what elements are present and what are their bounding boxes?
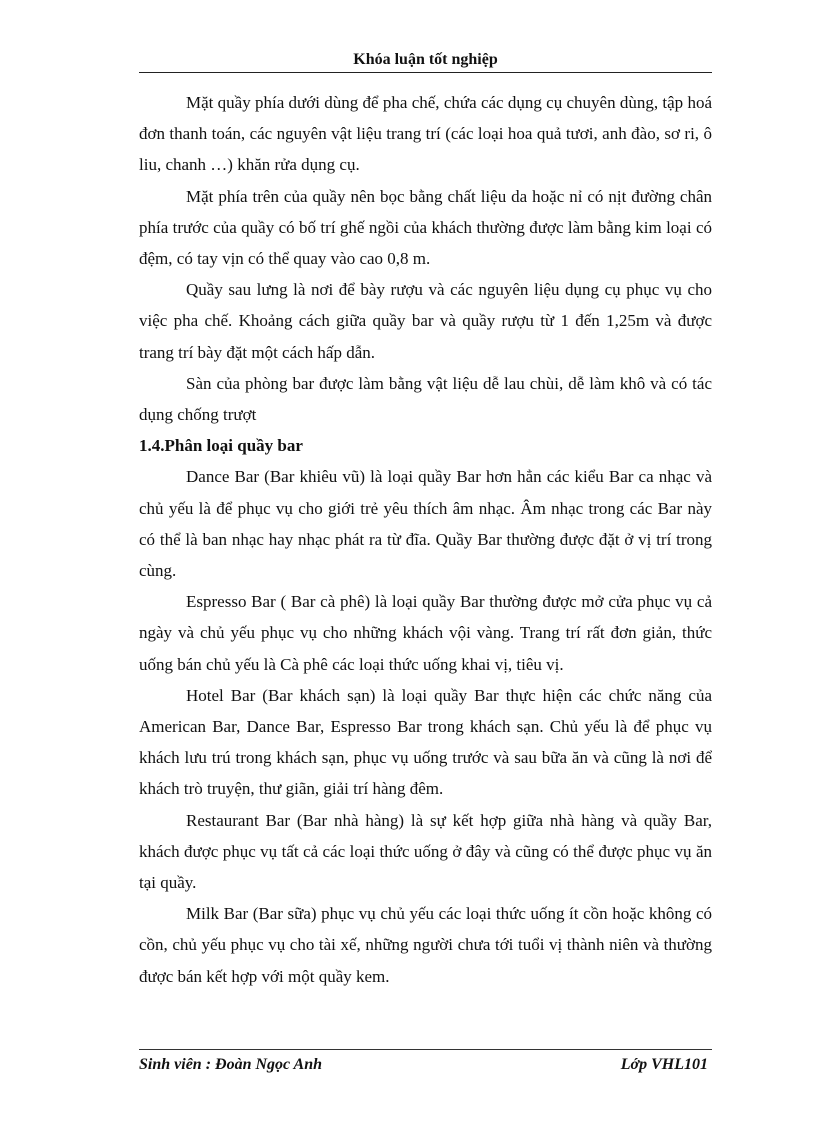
- paragraph: Espresso Bar ( Bar cà phê) là loại quầy Bar thường được mở cửa phục vụ cả ngày và chủ yếu phục vụ cho những khách vội vàng. Trang trí rất đơn giản, thức uống bán chủ yếu là Cà phê các loại thức uống khai vị, tiêu vị.: [139, 592, 712, 674]
- footer-divider: [139, 1049, 712, 1050]
- section-heading: 1.4.Phân loại quầy bar: [139, 436, 303, 456]
- paragraph: Quầy sau lưng là nơi để bày rượu và các nguyên liệu dụng cụ phục vụ cho việc pha chế. Khoảng cách giữa quầy bar và quầy rượu từ 1 đến 1,25m và được trang trí bày đặt một cách hấp dẫn.: [139, 280, 712, 362]
- header-divider: [139, 72, 712, 73]
- paragraph: Restaurant Bar (Bar nhà hàng) là sự kết hợp giữa nhà hàng và quầy Bar, khách được phục vụ tất cả các loại thức uống ở đây và cũng có thể được phục vụ ăn tại quầy.: [139, 810, 712, 893]
- footer-class: Lớp VHL101: [620, 1056, 708, 1073]
- paragraph: Milk Bar (Bar sữa) phục vụ chủ yếu các loại thức uống ít cồn hoặc không có cồn, chủ yếu phục vụ cho tài xế, những người chưa tới tuổi vị thành niên và thường được bán kết hợp với một quầy kem.: [139, 904, 712, 986]
- footer-student-name: Sinh viên : Đoàn Ngọc Anh: [139, 1056, 322, 1073]
- page-header-title: Khóa luận tốt nghiệp: [353, 51, 498, 68]
- paragraph: Sàn của phòng bar được làm bằng vật liệu dễ lau chùi, dễ làm khô và có tác dụng chống trượt: [139, 373, 712, 425]
- paragraph: Hotel Bar (Bar khách sạn) là loại quầy Bar thực hiện các chức năng của American Bar, Dance Bar, Espresso Bar trong khách sạn. Chủ yếu là để phục vụ khách lưu trú trong khách sạn, phục vụ uống trước và sau bữa ăn và cũng là nơi để khách trò truyện, thư giãn, giải trí hàng đêm.: [139, 685, 712, 799]
- paragraph: Dance Bar (Bar khiêu vũ) là loại quầy Bar hơn hẳn các kiểu Bar ca nhạc và chủ yếu là để phục vụ cho giới trẻ yêu thích âm nhạc. Âm nhạc trong các Bar này có thể là ban nhạc hay nhạc phát ra từ đĩa. Quầy Bar thường được đặt ở vị trí trong cùng.: [139, 467, 712, 581]
- body-text: [139, 87, 712, 992]
- paragraph: Mặt phía trên của quầy nên bọc bằng chất liệu da hoặc nỉ có nịt đường chân phía trước của quầy có bố trí ghế ngồi của khách thường được làm bằng kim loại có đệm, có tay vịn có thể quay vào cao 0,8 m.: [139, 186, 712, 269]
- paragraph: Mặt quầy phía dưới dùng để pha chế, chứa các dụng cụ chuyên dùng, tập hoá đơn thanh toán, các nguyên vật liệu trang trí (các loại hoa quả tươi, anh đào, sơ ri, ô liu, chanh …) khăn rửa dụng cụ.: [139, 93, 712, 175]
